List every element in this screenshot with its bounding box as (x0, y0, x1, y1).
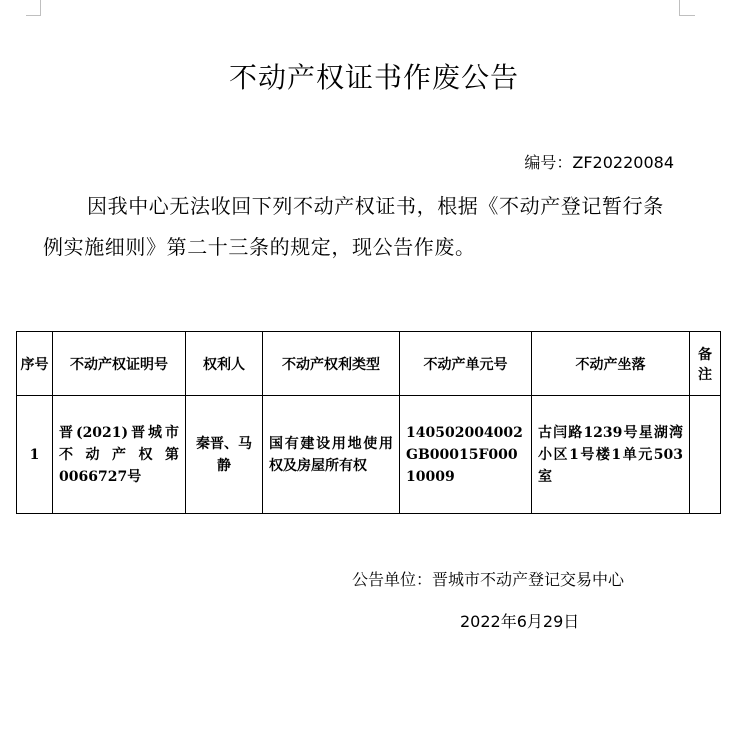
header-right-type: 不动产权利类型 (263, 332, 400, 396)
header-owner: 权利人 (186, 332, 263, 396)
page-title: 不动产权证书作废公告 (228, 61, 519, 94)
header-seq: 序号 (17, 332, 53, 396)
cell-right-type: 国有建设用地使用权及房屋所有权 (263, 396, 400, 514)
issuing-unit: 公告单位：晋城市不动产登记交易中心 (352, 570, 625, 589)
table-header-row (17, 332, 721, 396)
cell-unit-no: 140502004002GB00015F00010009 (400, 396, 532, 514)
cell-cert-no: 晋(2021)晋城市不动产权第0066727号 (53, 396, 186, 514)
document-number: 编号：ZF20220084 (524, 153, 674, 172)
cell-owner: 秦晋、马静 (186, 396, 263, 514)
header-cert-no: 不动产权证明号 (53, 332, 186, 396)
header-location: 不动产坐落 (532, 332, 690, 396)
header-unit-no: 不动产单元号 (400, 332, 532, 396)
table-row (17, 396, 721, 514)
cell-remark (690, 396, 721, 514)
cell-seq: 1 (17, 396, 53, 514)
announcement-body: 因我中心无法收回下列不动产权证书，根据《不动产登记暂行条例实施细则》第二十三条的规定，现公告作废。 (43, 194, 664, 259)
crop-mark-top-right (679, 0, 680, 16)
certificate-table (16, 331, 721, 514)
crop-mark-top-left (26, 15, 41, 16)
issue-date: 2022年6月29日 (460, 612, 580, 631)
cell-location: 古闫路1239号星湖湾小区1号楼1单元503室 (532, 396, 690, 514)
header-remark: 备注 (690, 332, 721, 396)
crop-mark-top-right (679, 15, 695, 16)
crop-mark-top-left (40, 0, 41, 16)
